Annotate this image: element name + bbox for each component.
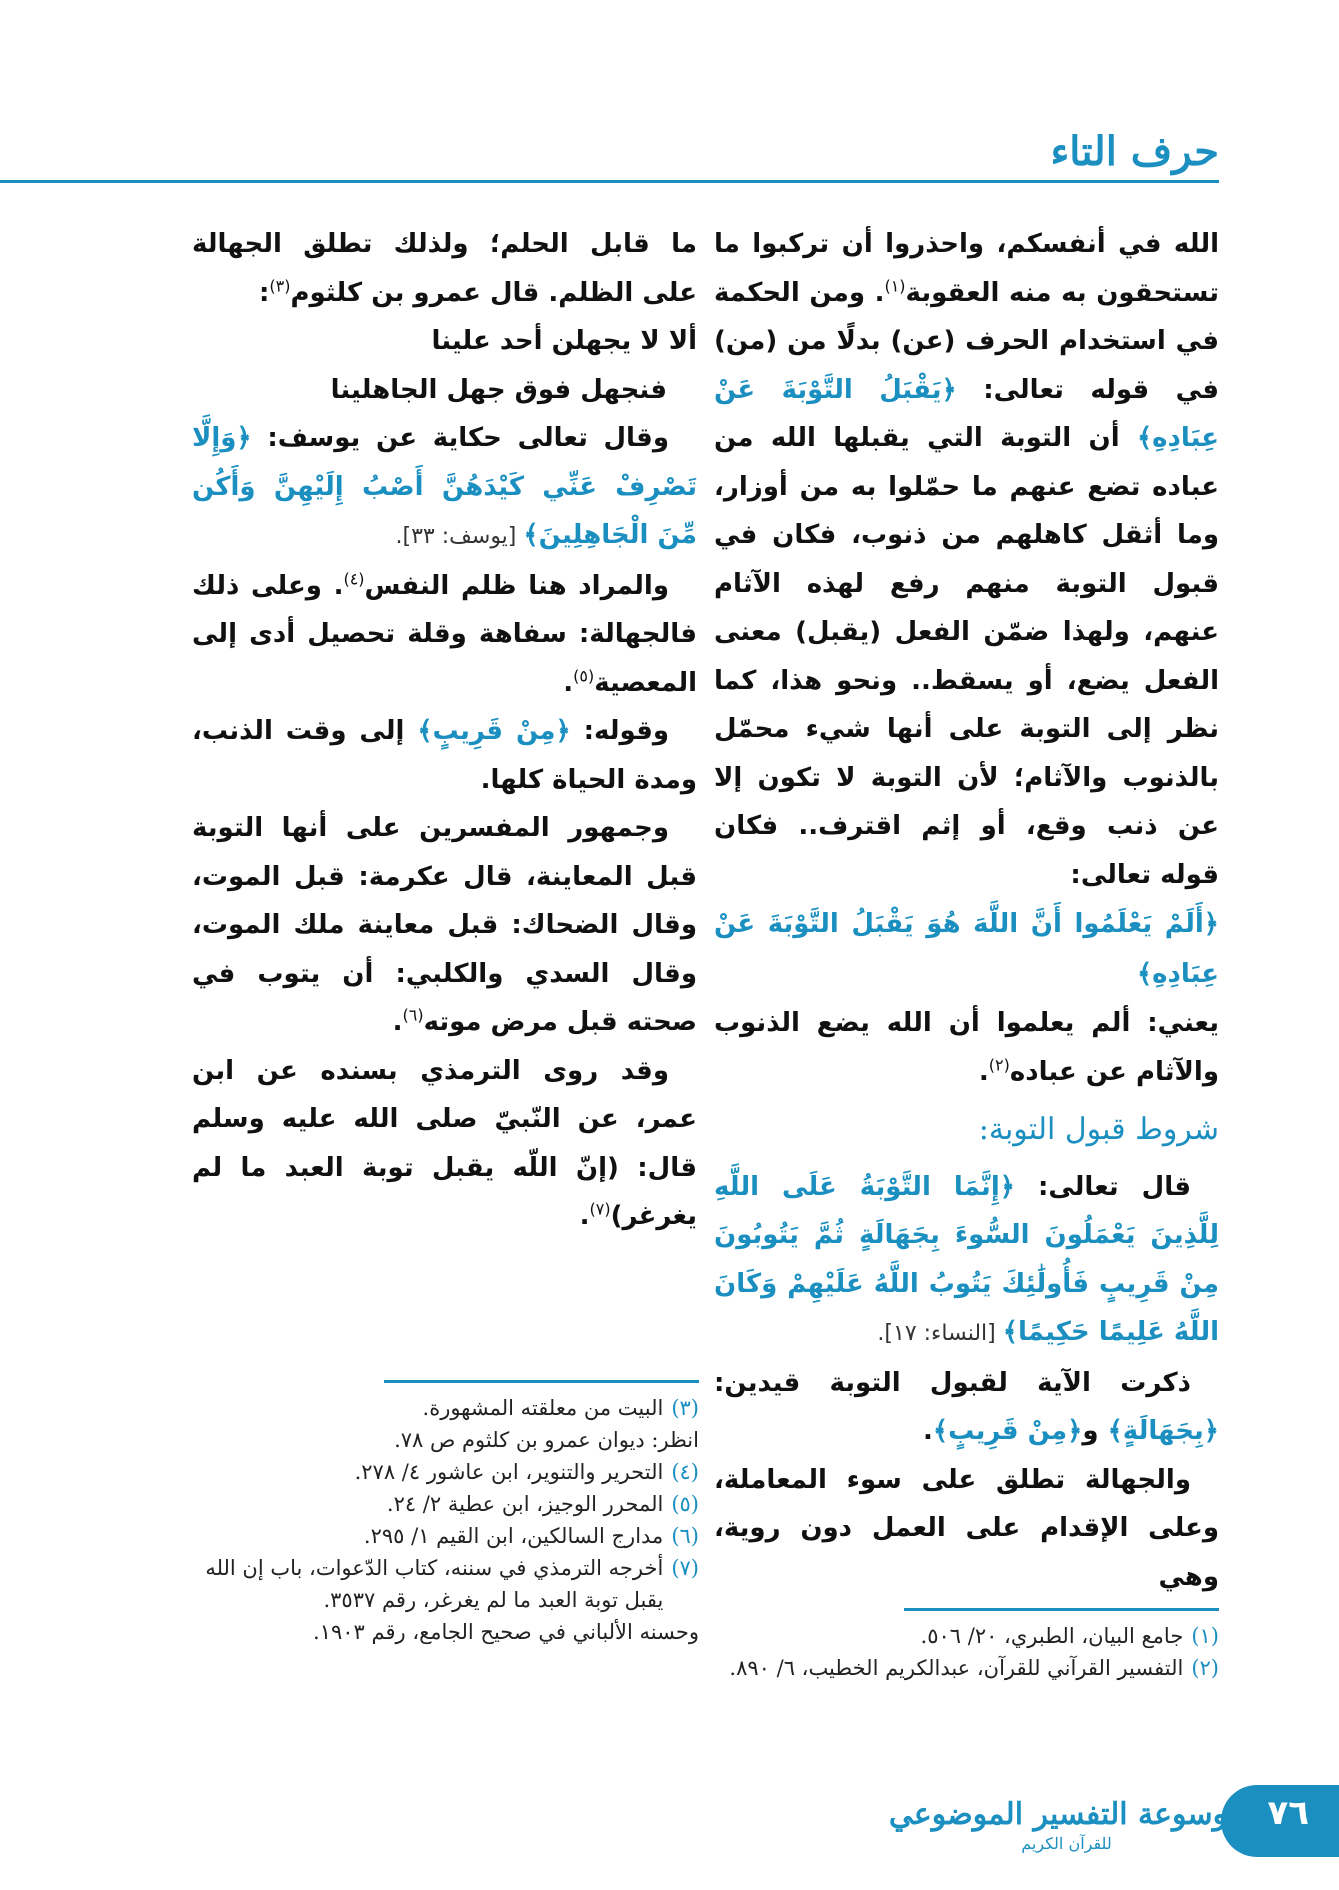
verse-reference: [النساء: ١٧].	[877, 1321, 1003, 1346]
footnote-item	[719, 1620, 1219, 1652]
encyclopedia-logo	[888, 1785, 1245, 1865]
footnote-number: (٥)	[671, 1492, 699, 1516]
footnote-text: انظر: ديوان عمرو بن كلثوم ص ٧٨.	[394, 1428, 699, 1452]
right-paragraph-2	[714, 1163, 1219, 1359]
footnote-text: أخرجه الترمذي في سننه، كتاب الدّعوات، باب إن الله يقبل توبة العبد ما لم يغرغر، رقم ٣٥٣٧.	[205, 1556, 664, 1612]
header-divider	[0, 180, 1219, 183]
footnote-item	[199, 1520, 699, 1552]
text-run: ذكرت الآية لقبول التوبة قيدين:	[714, 1367, 1191, 1398]
left-paragraph-3	[192, 562, 697, 708]
footnote-text: جامع البيان، الطبري، ٢٠/ ٥٠٦.	[920, 1624, 1184, 1648]
footnote-divider-right	[904, 1608, 1219, 1611]
text-run: . ومن الحكمة في استخدام الحرف (عن) بدلًا من (من) في قوله تعالى:	[714, 277, 1219, 405]
footnote-ref-3[interactable]: (٣)	[269, 275, 291, 295]
footnote-item	[199, 1392, 699, 1424]
left-paragraph-5	[192, 804, 697, 1047]
quran-verse: ﴿وَإِلَّا تَصْرِفْ عَنِّي كَيْدَهُنَّ أَصْبُ إِلَيْهِنَّ وَأَكُن مِّنَ الْجَاهِلِينَ﴾	[192, 423, 697, 550]
chapter-title: حرف التاء	[1050, 128, 1219, 175]
footnote-text: التحرير والتنوير، ابن عاشور ٤/ ٢٧٨.	[354, 1460, 664, 1484]
footnote-text: البيت من معلقته المشهورة.	[422, 1396, 664, 1420]
footnote-ref-5[interactable]: (٥)	[573, 665, 595, 685]
section-heading: شروط قبول التوبة:	[978, 1112, 1219, 1147]
text-run: . وعلى ذلك فالجهالة: سفاهة وقلة تحصيل أدى إلى المعصية	[192, 570, 697, 698]
text-run: .	[563, 667, 574, 698]
footnotes-left	[199, 1392, 699, 1648]
footnote-number: (٢)	[1191, 1656, 1219, 1680]
poem-line-2: فنجهل فوق جهل الجاهلينا	[330, 374, 667, 405]
text-run: و	[1082, 1416, 1108, 1446]
footnote-item	[199, 1552, 699, 1616]
right-paragraph-1	[714, 220, 1219, 899]
poem-line-1: ألا لا يجهلن أحد علينا	[431, 326, 697, 356]
left-paragraph-1	[192, 220, 697, 317]
footnote-text: وحسنه الألباني في صحيح الجامع، رقم ١٩٠٣.	[313, 1620, 699, 1644]
quran-verse: ﴿مِنْ قَرِيبٍ﴾	[417, 716, 571, 746]
footnote-ref-4[interactable]: (٤)	[343, 568, 365, 588]
text-run: وقال تعالى حكاية عن يوسف:	[251, 423, 669, 453]
quran-verse: ﴿بِجَهَالَةٍ﴾	[1107, 1416, 1219, 1446]
footnote-number: (١)	[1191, 1624, 1219, 1648]
quran-verse: ﴿يَقْبَلُ التَّوْبَةَ عَنْ عِبَادِهِ﴾	[714, 374, 1219, 453]
text-run: والمراد هنا ظلم النفس	[364, 570, 670, 601]
logo-title: موسوعة التفسير الموضوعي	[888, 1797, 1245, 1832]
left-paragraph-2	[192, 414, 697, 562]
text-run: أن التوبة التي يقبلها الله من عباده تضع عنهم ما حمّلوا به من أوزار، وما أثقل كاهلهم من ذنوب، فكان في قبول التوبة منهم رفع لهذه الآثام عنهم، ولهذا ضمّن الفعل (يقبل) معنى الفعل يضع، أو يسقط.. ونحو هذا، كما نظر إلى التوبة على أنها شيء محمّل بالذنوب والآثام؛ لأن التوبة لا تكون إلا عن ذنب وقع، أو إثم اقترف.. فكان قوله تعالى:	[714, 423, 1219, 890]
footnote-number: (٤)	[671, 1460, 699, 1484]
text-run: إلى وقت الذنب، ومدة الحياة كلها.	[192, 716, 697, 795]
footnote-ref-6[interactable]: (٦)	[402, 1005, 424, 1025]
quran-verse: ﴿إِنَّمَا التَّوْبَةُ عَلَى اللَّهِ لِلَّذِينَ يَعْمَلُونَ السُّوءَ بِجَهَالَةٍ ثُمَّ يَتُوبُونَ مِنْ قَرِيبٍ فَأُولَٰئِكَ يَتُوبُ اللَّهُ عَلَيْهِمْ وَكَانَ اللَّهُ عَلِيمًا حَكِيمًا﴾	[714, 1171, 1219, 1347]
footnotes-right	[719, 1620, 1219, 1684]
footnote-ref-1[interactable]: (١)	[884, 275, 906, 295]
quran-verse: ﴿مِنْ قَرِيبٍ﴾	[932, 1416, 1083, 1446]
text-run: ما قابل الحلم؛ ولذلك تطلق الجهالة على الظلم. قال عمرو بن كلثوم	[192, 229, 697, 308]
footnote-ref-2[interactable]: (٢)	[988, 1054, 1010, 1074]
left-paragraph-6	[192, 1047, 697, 1241]
footnote-text: مدارج السالكين، ابن القيم ١/ ٢٩٥.	[363, 1524, 664, 1548]
footnote-ref-7[interactable]: (٧)	[589, 1199, 611, 1219]
text-run: .	[392, 1007, 403, 1037]
text-run: وقوله:	[570, 716, 670, 746]
footnote-text: المحرر الوجيز، ابن عطية ٢/ ٢٤.	[386, 1492, 664, 1516]
footnote-number: (٣)	[671, 1396, 699, 1420]
right-column	[714, 220, 1219, 1601]
footnote-number: (٦)	[671, 1524, 699, 1548]
right-paragraph-4: والجهالة تطلق على سوء المعاملة، وعلى الإقدام على العمل دون روية، وهي	[714, 1464, 1219, 1592]
text-run: .	[579, 1201, 590, 1231]
text-run: :	[258, 277, 270, 308]
quran-verse-block: ﴿أَلَمْ يَعْلَمُوا أَنَّ اللَّهَ هُوَ يَقْبَلُ التَّوْبَةَ عَنْ عِبَادِهِ﴾	[714, 909, 1219, 989]
footnote-divider-left	[384, 1380, 699, 1383]
text-run: الله في أنفسكم، واحذروا أن تركبوا ما تستحقون به منه العقوبة	[714, 229, 1219, 308]
right-paragraph-3	[714, 1359, 1219, 1456]
text-run: وقد روى الترمذي بسنده عن ابن عمر، عن النّبيّ صلى الله عليه وسلم قال: (إنّ اللّه يقبل توبة العبد ما لم يغرغر)	[192, 1055, 697, 1231]
footnote-item	[719, 1652, 1219, 1684]
footnote-item	[199, 1424, 699, 1456]
right-paragraph-1-end	[714, 999, 1219, 1096]
page-number: ٧٦	[1267, 1793, 1309, 1833]
text-run: قال تعالى:	[1014, 1171, 1191, 1202]
footnote-item	[199, 1456, 699, 1488]
text-run: .	[922, 1416, 933, 1446]
text-run: وجمهور المفسرين على أنها التوبة قبل المعاينة، قال عكرمة: قبل الموت، وقال الضحاك: قبل معاينة ملك الموت، وقال السدي والكلبي: أن يتوب في صحته قبل مرض موته	[192, 813, 697, 1037]
logo-subtitle: للقرآن الكريم	[1021, 1834, 1112, 1853]
text-run: .	[978, 1056, 989, 1087]
footnote-number: (٧)	[671, 1556, 699, 1580]
footnote-text: التفسير القرآني للقرآن، عبدالكريم الخطيب، ٦/ ٨٩٠.	[729, 1656, 1184, 1680]
footnote-item	[199, 1488, 699, 1520]
verse-reference: [يوسف: ٣٣].	[395, 524, 524, 549]
text-run: يعني: ألم يعلموا أن الله يضع الذنوب والآثام عن عباده	[714, 1008, 1219, 1087]
left-column	[192, 220, 697, 1241]
footnote-item	[199, 1616, 699, 1648]
left-paragraph-4	[192, 707, 697, 804]
